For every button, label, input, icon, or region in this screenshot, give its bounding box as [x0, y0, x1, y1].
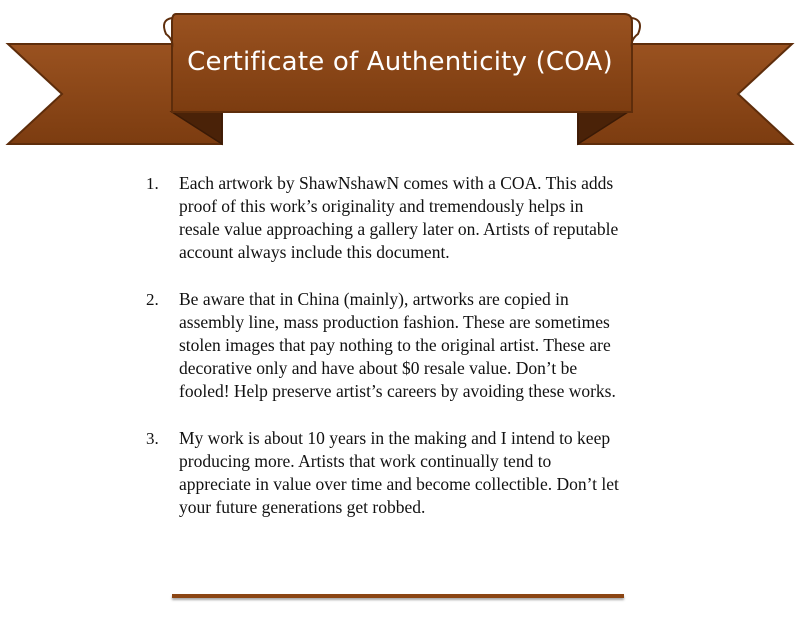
certificate-title: Certificate of Authenticity (COA) [187, 47, 613, 77]
list-item [146, 172, 626, 264]
footer-divider [172, 594, 624, 598]
list-item-number: 2. [146, 290, 159, 309]
list-item [146, 427, 626, 519]
list-item-number: 1. [146, 174, 159, 193]
ribbon-banner [0, 0, 800, 160]
list-item-text: My work is about 10 years in the making and I intend to keep producing more. Artists that work continually tend to appreciate in value over time and become collectible. Don’t let your future generations get robbed. [179, 428, 619, 517]
list-item-text: Be aware that in China (mainly), artworks are copied in assembly line, mass production fashion. These are sometimes stolen images that pay nothing to the original artist. These are decorative only and have about $0 resale value. Don’t be fooled! Help preserve artist’s careers by avoiding these works. [179, 289, 616, 401]
list-item [146, 288, 626, 403]
list-item-number: 3. [146, 429, 159, 448]
coa-points-list [146, 172, 626, 543]
list-item-text: Each artwork by ShawNshawN comes with a COA. This adds proof of this work’s originality and tremendously helps in resale value approaching a gallery later on. Artists of reputable account always include this document. [179, 173, 619, 262]
